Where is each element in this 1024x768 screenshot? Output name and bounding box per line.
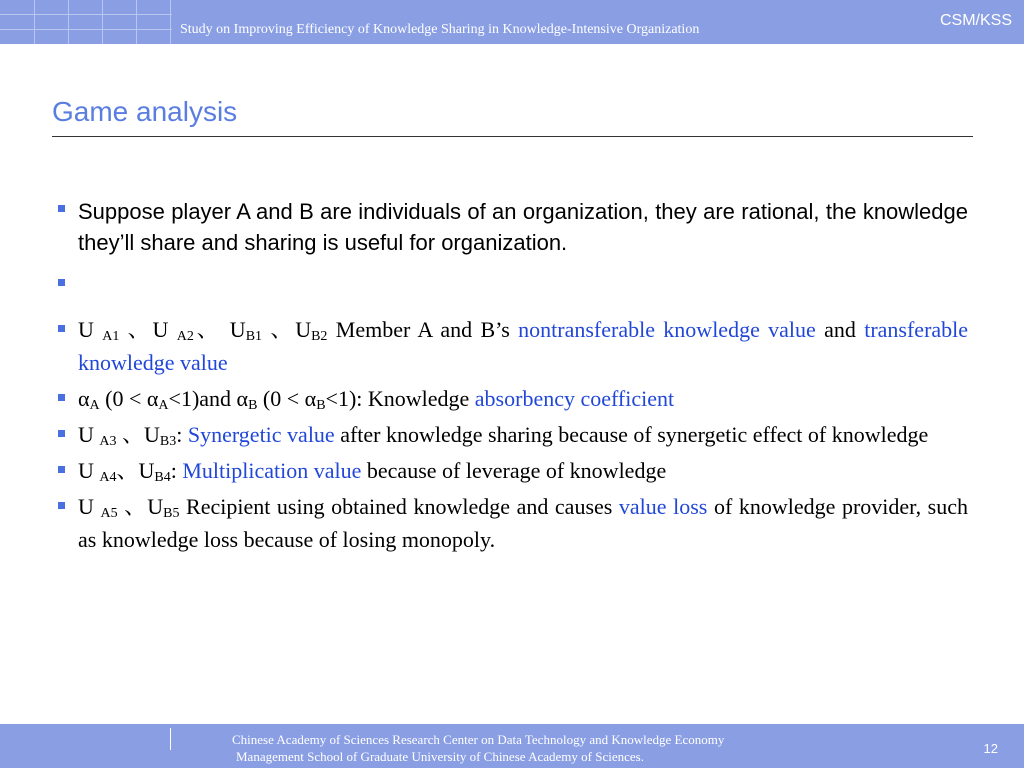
highlight-term: value loss [618, 494, 708, 519]
footer-bar [0, 724, 1024, 768]
slide-title: Game analysis [52, 96, 238, 127]
highlight-term: Synergetic value [187, 422, 335, 447]
subscript: B [248, 398, 258, 413]
bullet-item-1 [58, 196, 968, 258]
bullet-text: of knowledge provider, such as knowledge loss because of losing monopoly. [78, 494, 968, 552]
bullet-text: Recipient using obtained knowledge and causes [179, 494, 619, 519]
square-bullet-icon [58, 394, 65, 401]
bullet-text: because of leverage of knowledge [361, 458, 667, 483]
bullet-text: (0 < α [99, 386, 159, 411]
highlight-term: absorbency coefficient [474, 386, 675, 411]
bullet-text: Suppose player A and B are individuals of an organization, they are rational, the knowledge they’ll share and sharing is useful for organization. [78, 199, 968, 255]
header-grid-decoration [0, 0, 172, 44]
presentation-subtitle: Study on Improving Efficiency of Knowledge Sharing in Knowledge-Intensive Organization [180, 22, 700, 37]
subscript: B [316, 398, 326, 413]
bullet-item-2 [58, 270, 968, 301]
subscript: B5 [163, 506, 180, 521]
subscript: B2 [311, 329, 328, 344]
separator: : [176, 422, 188, 447]
square-bullet-icon [58, 466, 65, 473]
square-bullet-icon [58, 279, 65, 286]
variable-u: U [78, 458, 94, 483]
header-bar [0, 0, 1024, 44]
highlight-term: Multiplication value [182, 458, 362, 483]
subscript: B3 [159, 434, 177, 449]
bullet-text: after knowledge sharing because of synergetic effect of knowledge [334, 422, 929, 447]
subscript: A [89, 398, 100, 413]
separator: 、U [117, 494, 164, 519]
bullet-item-4 [58, 382, 968, 415]
symbol-alpha: α [78, 386, 90, 411]
variable-u: U [78, 317, 94, 342]
subscript: B1 [245, 329, 263, 344]
bullet-item-3 [58, 313, 968, 379]
separator: 、U [262, 317, 312, 342]
footer-divider [170, 728, 171, 750]
variable-u: U [78, 422, 94, 447]
highlight-term: transferable knowledge value [78, 317, 969, 375]
subscript: A [158, 398, 169, 413]
brand-label: CSM/KSS [939, 12, 1012, 29]
subscript: A3 [99, 434, 117, 449]
subscript: A5 [100, 506, 118, 521]
separator: 、U [116, 422, 160, 447]
square-bullet-icon [58, 325, 65, 332]
bullet-item-7 [58, 490, 968, 556]
separator: 、 U [193, 317, 246, 342]
separator: : [170, 458, 183, 483]
bullet-text: and [815, 317, 865, 342]
footer-institution-line-1: Chinese Academy of Sciences Research Center on Data Technology and Knowledge Economy [232, 732, 725, 747]
variable-u: U [78, 494, 94, 519]
bullet-item-5 [58, 418, 968, 451]
bullet-text: <1): Knowledge [325, 386, 475, 411]
bullet-item-6 [58, 454, 968, 487]
footer-institution-line-2: Management School of Graduate University of Chinese Academy of Sciences. [236, 749, 644, 764]
square-bullet-icon [58, 430, 65, 437]
bullet-text: (0 < α [257, 386, 317, 411]
subscript: B4 [154, 470, 171, 485]
page-number: 12 [983, 741, 998, 756]
subscript: A4 [99, 470, 117, 485]
square-bullet-icon [58, 205, 65, 212]
separator: 、U [119, 317, 169, 342]
bullet-text: <1)and α [168, 386, 249, 411]
subscript: A1 [102, 329, 120, 344]
highlight-term: nontransferable knowledge value [518, 317, 816, 342]
subscript: A2 [176, 329, 194, 344]
bullet-list [58, 196, 968, 559]
square-bullet-icon [58, 502, 65, 509]
separator: 、U [116, 458, 155, 483]
bullet-text: Member A and B’s [327, 317, 519, 342]
title-divider [52, 136, 973, 137]
